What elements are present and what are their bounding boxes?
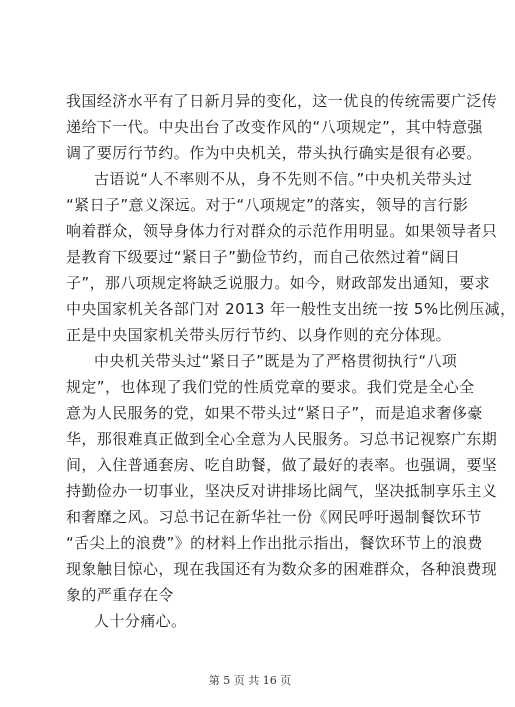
text-line: 规定”，也体现了我们党的性质党章的要求。我们党是全心全 bbox=[66, 378, 475, 396]
paragraph-start-line: 人十分痛心。 bbox=[94, 612, 187, 630]
text-line: 我国经济水平有了日新月异的变化，这一优良的传统需要广泛传 bbox=[66, 92, 498, 110]
paragraph-start-line: 古语说“人不率则不从，身不先则不信。”中央机关带头过 bbox=[94, 170, 473, 188]
text-line: 和奢靡之风。习总书记在新华社一份《网民呼吁遏制餐饮环节 bbox=[66, 508, 482, 526]
text-line: 调了要厉行节约。作为中央机关，带头执行确实是很有必要。 bbox=[66, 144, 482, 162]
text-line: 意为人民服务的党，如果不带头过“紧日子”，而是追求奢侈豪 bbox=[66, 404, 483, 422]
text-line: 子”，那八项规定将缺乏说服力。如今，财政部发出通知，要求 bbox=[66, 274, 490, 292]
page-number-footer: 第 5 页 共 16 页 bbox=[208, 674, 292, 687]
text-line: 华，那很难真正做到全心全意为人民服务。习总书记视察广东期 bbox=[66, 430, 498, 448]
text-line: “舌尖上的浪费”》的材料上作出批示指出，餐饮环节上的浪费 bbox=[66, 534, 483, 552]
text-line: 现象触目惊心，现在我国还有为数众多的困难群众，各种浪费现 bbox=[66, 560, 498, 578]
text-line: “紧日子”意义深远。对于“八项规定”的落实，领导的言行影 bbox=[66, 196, 469, 214]
text-line: 持勤俭办一切事业，坚决反对讲排场比阔气，坚决抵制享乐主义 bbox=[66, 482, 498, 500]
paragraph-start-line: 中央机关带头过“紧日子”既是为了严格贯彻执行“八项 bbox=[94, 352, 458, 370]
text-line: 间，入住普通套房、吃自助餐，做了最好的表率。也强调，要坚 bbox=[66, 456, 498, 474]
text-line: 中央国家机关各部门对 2013 年一般性支出统一按 5%比例压减， bbox=[66, 300, 515, 318]
text-line: 递给下一代。中央出台了改变作风的“八项规定”，其中特意强 bbox=[66, 118, 483, 136]
text-line: 响着群众，领导身体力行对群众的示范作用明显。如果领导者只 bbox=[66, 222, 498, 240]
text-line: 正是中央国家机关带头厉行节约、以身作则的充分体现。 bbox=[66, 326, 452, 344]
document-body bbox=[66, 88, 515, 634]
text-line: 是教育下级要过“紧日子”勤俭节约，而自己依然过着“阔日 bbox=[66, 248, 461, 266]
text-line: 象的严重存在令 bbox=[66, 586, 174, 604]
